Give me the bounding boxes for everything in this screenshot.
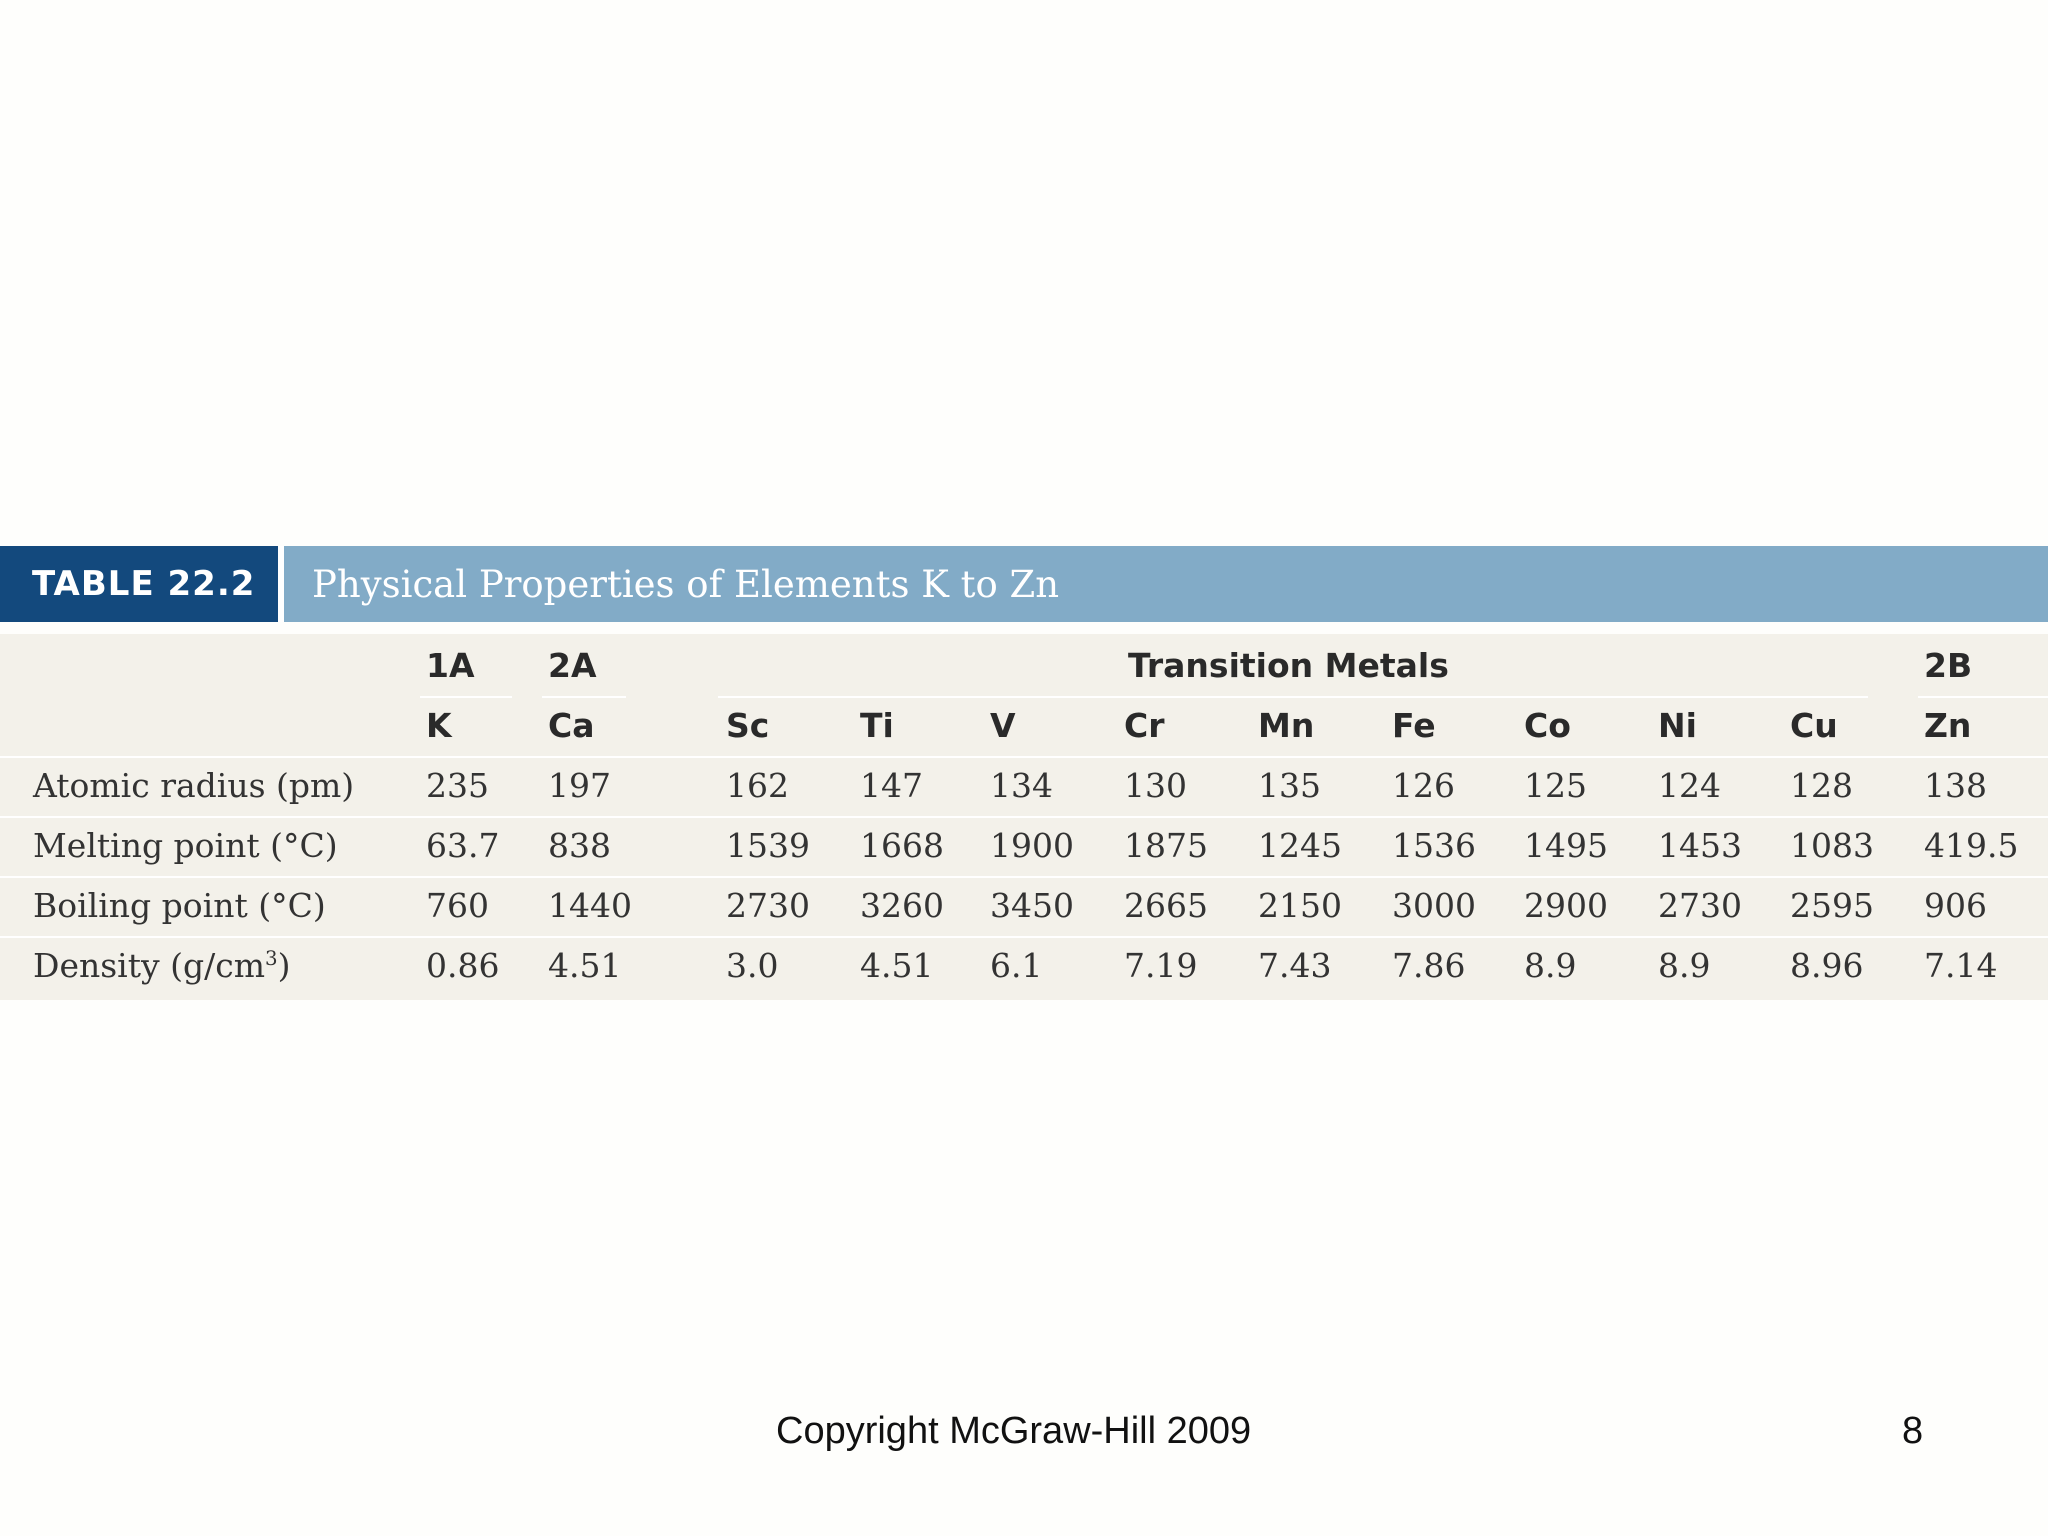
properties-table [0,634,2048,1000]
table-cell: 7.86 [1392,946,1466,985]
table-cell: 2595 [1790,886,1874,925]
table-cell: 197 [548,766,611,805]
table-cell: 147 [860,766,923,805]
table-cell: 7.43 [1258,946,1332,985]
table-cell: 1668 [860,826,944,865]
table-cell: 2150 [1258,886,1342,925]
group-transition-metals: Transition Metals [1128,646,1449,685]
table-cell: 1245 [1258,826,1342,865]
table-cell: 1453 [1658,826,1742,865]
element-symbol: Zn [1924,706,1972,745]
row-atomic-radius [0,756,2048,816]
density-label-suffix: ) [277,946,291,985]
table-cell: 4.51 [860,946,934,985]
table-cell: 7.14 [1924,946,1998,985]
table-header [0,546,2048,622]
element-symbol: K [426,706,452,745]
table-cell: 3450 [990,886,1074,925]
table-cell: 138 [1924,766,1987,805]
element-symbol: V [990,706,1016,745]
table-cell: 2730 [1658,886,1742,925]
table-cell: 1539 [726,826,810,865]
table-cell: 3260 [860,886,944,925]
table-cell: 419.5 [1924,826,2019,865]
group-1A: 1A [426,646,475,685]
element-symbol: Ni [1658,706,1697,745]
element-symbol: Sc [726,706,770,745]
table-cell: 8.9 [1524,946,1577,985]
group-header-row [0,636,2048,696]
row-label [33,936,290,996]
table-cell: 125 [1524,766,1587,805]
table-cell: 235 [426,766,489,805]
element-symbol: Cu [1790,706,1838,745]
table-cell: 7.19 [1124,946,1198,985]
row-boiling-point [0,876,2048,936]
table-cell: 1900 [990,826,1074,865]
row-density [0,936,2048,996]
element-symbol: Ca [548,706,595,745]
table-cell: 760 [426,886,489,925]
table-cell: 126 [1392,766,1455,805]
table-cell: 2730 [726,886,810,925]
table-cell: 1440 [548,886,632,925]
table-cell: 124 [1658,766,1721,805]
element-symbol-row [0,696,2048,756]
row-label: Melting point (°C) [33,826,338,865]
table-cell: 906 [1924,886,1987,925]
element-symbol: Cr [1124,706,1165,745]
table-cell: 2900 [1524,886,1608,925]
table-cell: 3.0 [726,946,779,985]
table-cell: 1536 [1392,826,1476,865]
table-cell: 6.1 [990,946,1043,985]
element-symbol: Co [1524,706,1571,745]
row-label: Boiling point (°C) [33,886,326,925]
table-cell: 1083 [1790,826,1874,865]
table-title: Physical Properties of Elements K to Zn [284,546,2048,622]
table-cell: 135 [1258,766,1321,805]
density-label-superscript: 3 [265,947,278,970]
table-cell: 1495 [1524,826,1608,865]
table-cell: 2665 [1124,886,1208,925]
element-symbol: Fe [1392,706,1436,745]
row-label: Atomic radius (pm) [33,766,355,805]
copyright-notice: Copyright McGraw-Hill 2009 [776,1410,1252,1452]
table-cell: 1875 [1124,826,1208,865]
table-number-label: TABLE 22.2 [0,546,278,622]
table-cell: 63.7 [426,826,500,865]
page-number: 8 [1902,1410,1924,1452]
density-label-prefix: Density (g/cm [33,946,266,985]
table-cell: 3000 [1392,886,1476,925]
table-cell: 8.96 [1790,946,1864,985]
table-cell: 838 [548,826,611,865]
table-cell: 130 [1124,766,1187,805]
table-cell: 162 [726,766,789,805]
table-cell: 128 [1790,766,1853,805]
table-cell: 8.9 [1658,946,1711,985]
group-2A: 2A [548,646,597,685]
table-cell: 134 [990,766,1053,805]
element-symbol: Ti [860,706,894,745]
table-cell: 4.51 [548,946,622,985]
group-2B: 2B [1924,646,1973,685]
table-cell: 0.86 [426,946,500,985]
row-melting-point [0,816,2048,876]
element-symbol: Mn [1258,706,1315,745]
